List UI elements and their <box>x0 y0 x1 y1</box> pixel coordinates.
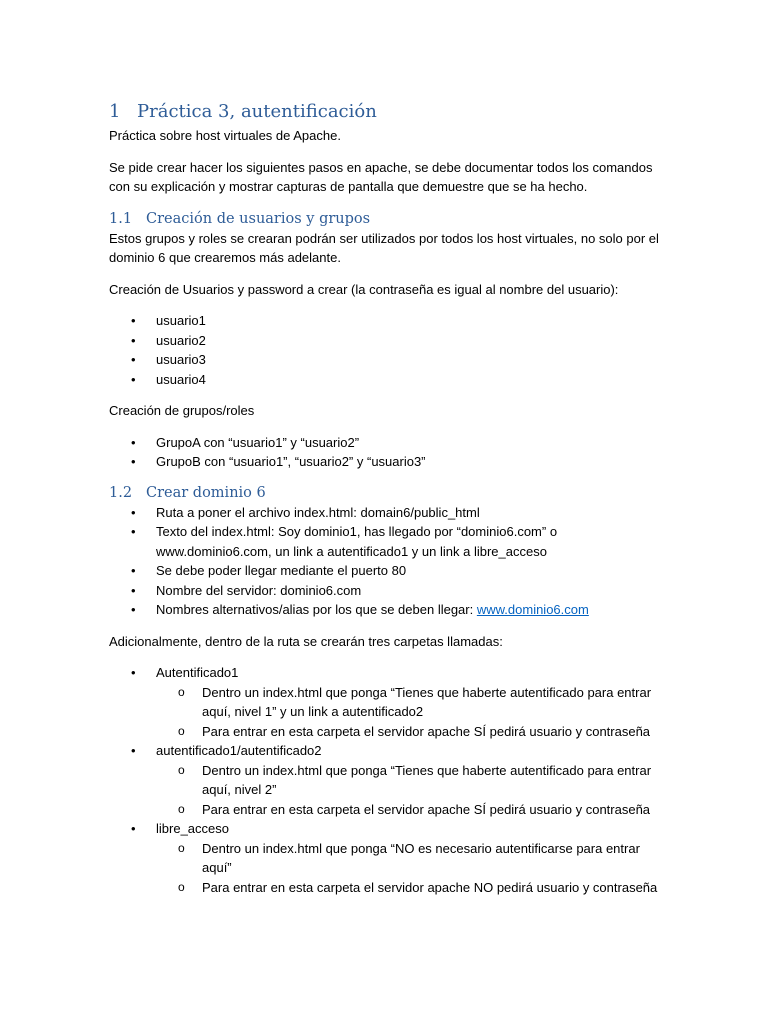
list-item <box>109 561 669 581</box>
list-item-text: usuario2 <box>156 332 206 348</box>
bullet-icon: • <box>131 602 136 617</box>
users-list <box>109 311 669 389</box>
list-item <box>109 331 669 351</box>
list-item <box>109 311 669 331</box>
list-item <box>109 370 669 390</box>
heading-1-2 <box>109 483 669 503</box>
folder-name: Autentificado1 <box>156 665 239 680</box>
circle-bullet-icon: o <box>178 840 185 855</box>
intro-paragraph: Práctica sobre host virtuales de Apache. <box>109 128 341 143</box>
list-item <box>109 600 669 620</box>
folder-name: autentificado1/autentificado2 <box>156 743 322 758</box>
bullet-icon: • <box>131 665 136 680</box>
heading-1-1 <box>109 209 669 229</box>
sub-list-item <box>156 683 669 722</box>
list-item <box>109 663 669 741</box>
sub-list-item <box>156 878 669 898</box>
task-paragraph: Se pide crear hacer los siguientes pasos en apache, se debe documentar todos los comandos con su explicación y mostrar capturas de pantalla que demuestre que se ha hecho. <box>109 159 653 194</box>
heading-1 <box>109 100 669 124</box>
sub-list-item <box>156 800 669 820</box>
bullet-icon: • <box>131 524 136 539</box>
sub-list-item-text: Dentro un index.html que ponga “Tienes que haberte autentificado para entrar aquí, nivel 2” <box>202 762 652 797</box>
sub-list-item <box>156 761 669 800</box>
heading-title: Creación de usuarios y grupos <box>146 210 371 227</box>
sub-list-item <box>156 839 669 878</box>
list-item <box>109 350 669 370</box>
alias-label: Nombres alternativos/alias por los que se deben llegar: <box>156 602 477 617</box>
heading-number: 1 <box>109 101 121 122</box>
bullet-icon: • <box>131 743 136 758</box>
folders-list <box>109 663 669 897</box>
sub-list-item-text: Para entrar en esta carpeta el servidor apache SÍ pedirá usuario y contraseña <box>202 723 651 739</box>
sub-list <box>156 683 669 742</box>
bullet-icon: • <box>131 821 136 836</box>
circle-bullet-icon: o <box>178 762 185 777</box>
list-item <box>109 503 669 523</box>
document-page <box>109 100 669 897</box>
users-intro-paragraph: Creación de Usuarios y password a crear (la contraseña es igual al nombre del usuario): <box>109 281 619 297</box>
groups-list <box>109 433 669 472</box>
heading-title: Crear dominio 6 <box>146 484 266 501</box>
list-item-text: Se debe poder llegar mediante el puerto 80 <box>156 563 407 578</box>
sub-list-item-text: Dentro un index.html que ponga “Tienes que haberte autentificado para entrar aquí, nivel 1” y un link a autentificado2 <box>202 684 652 719</box>
list-item-text: usuario4 <box>156 371 206 387</box>
heading-number: 1.2 <box>109 484 133 501</box>
bullet-icon: • <box>131 454 136 469</box>
circle-bullet-icon: o <box>178 723 185 738</box>
circle-bullet-icon: o <box>178 684 185 699</box>
folder-name: libre_acceso <box>156 821 229 836</box>
list-item <box>109 819 669 897</box>
sub-list-item-text: Dentro un index.html que ponga “NO es necesario autentificarse para entrar aquí” <box>202 840 640 875</box>
list-item-text: Texto del index.html: Soy dominio1, has llegado por “dominio6.com” o www.dominio6.com, un link a autentificado1 y un link a libre_acceso <box>156 524 558 559</box>
bullet-icon: • <box>131 332 136 348</box>
heading-title: Práctica 3, autentificación <box>137 101 377 122</box>
groups-intro-paragraph: Creación de grupos/roles <box>109 403 255 418</box>
groups-roles-paragraph: Estos grupos y roles se crearan podrán ser utilizados por todos los host virtuales, no solo por el dominio 6 que crearemos más adelante. <box>109 230 659 265</box>
list-item-text: Nombre del servidor: dominio6.com <box>156 582 362 598</box>
list-item <box>109 741 669 819</box>
sub-list <box>156 761 669 820</box>
bullet-icon: • <box>131 563 136 578</box>
bullet-icon: • <box>131 434 136 450</box>
bullet-icon: • <box>131 313 136 328</box>
bullet-icon: • <box>131 371 136 387</box>
alias-link[interactable]: www.dominio6.com <box>476 602 589 617</box>
list-item <box>109 452 669 472</box>
bullet-icon: • <box>131 504 136 520</box>
list-item <box>109 581 669 601</box>
list-item-text: Ruta a poner el archivo index.html: domain6/public_html <box>156 504 480 520</box>
sub-list-item-text: Para entrar en esta carpeta el servidor apache NO pedirá usuario y contraseña <box>202 879 658 895</box>
list-item-text: GrupoA con “usuario1” y “usuario2” <box>156 434 360 450</box>
sub-list <box>156 839 669 898</box>
bullet-icon: • <box>131 582 136 598</box>
sub-list-item <box>156 722 669 742</box>
sub-list-item-text: Para entrar en esta carpeta el servidor apache SÍ pedirá usuario y contraseña <box>202 801 651 817</box>
circle-bullet-icon: o <box>178 879 185 894</box>
list-item-text: usuario1 <box>156 313 206 328</box>
list-item-text: usuario3 <box>156 352 206 367</box>
folders-intro-paragraph: Adicionalmente, dentro de la ruta se crearán tres carpetas llamadas: <box>109 633 503 649</box>
list-item <box>109 433 669 453</box>
heading-number: 1.1 <box>109 210 133 227</box>
bullet-icon: • <box>131 352 136 367</box>
circle-bullet-icon: o <box>178 801 185 816</box>
list-item-text: GrupoB con “usuario1”, “usuario2” y “usuario3” <box>156 454 426 469</box>
list-item <box>109 522 669 561</box>
domain-list <box>109 503 669 620</box>
